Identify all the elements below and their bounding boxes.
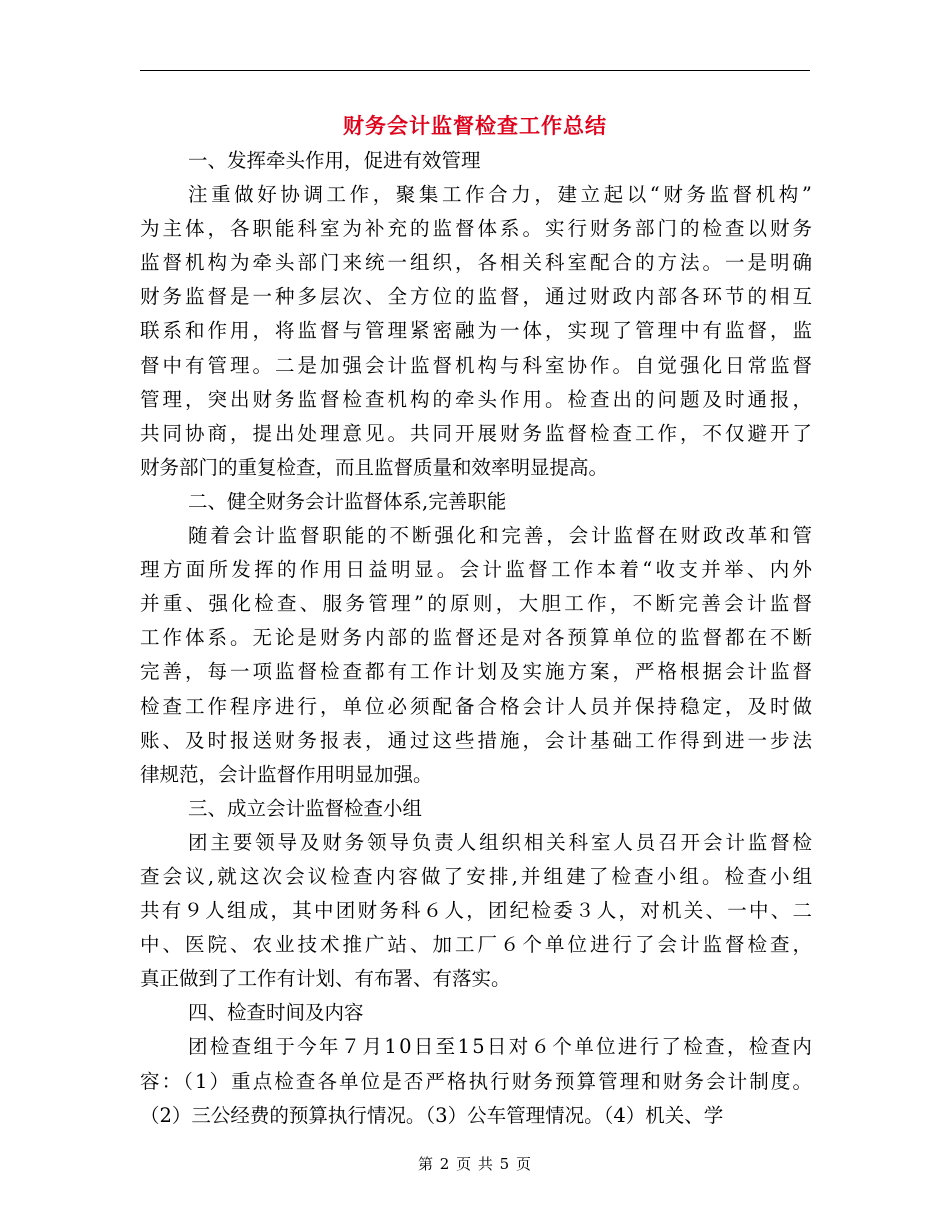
text-line: （2）三公经费的预算执行情况。（3）公车管理情况。（4）机关、学 (140, 1103, 724, 1127)
text-line: 理方面所发挥的作用日益明显。会计监督工作本着“收支并举、内外 (140, 558, 816, 582)
document-body (140, 144, 816, 1133)
text-line: 容：（1）重点检查各单位是否严格执行财务预算管理和财务会计制度。 (140, 1069, 815, 1093)
text-line: 注重做好协调工作，聚集工作合力，建立起以“财务监督机构” (188, 183, 816, 207)
header-rule (140, 70, 810, 71)
text-line: 团主要领导及财务领导负责人组织相关科室人员召开会计监督检 (188, 830, 815, 854)
text-line: 律规范，会计监督作用明显加强。 (140, 762, 433, 786)
text-line: 真正做到了工作有计划、有布署、有落实。 (140, 967, 511, 991)
text-line: 账、及时报送财务报表，通过这些措施，会计基础工作得到进一步法 (140, 728, 816, 752)
text-line: 三、成立会计监督检查小组 (188, 796, 423, 820)
text-line: 联系和作用，将监督与管理紧密融为一体，实现了管理中有监督，监 (140, 319, 816, 343)
text-line: 为主体，各职能科室为补充的监督体系。实行财务部门的检查以财务 (140, 217, 816, 241)
text-line: 共有９人组成，其中团财务科６人，团纪检委３人，对机关、一中、二 (140, 899, 815, 923)
text-line: 管理，突出财务监督检查机构的牵头作用。检查出的问题及时通报， (140, 387, 816, 411)
text-line: 随着会计监督职能的不断强化和完善，会计监督在财政改革和管 (188, 524, 815, 548)
text-line: 财务部门的重复检查，而且监督质量和效率明显提高。 (140, 455, 609, 479)
text-line: 财务监督是一种多层次、全方位的监督，通过财政内部各环节的相互 (140, 285, 816, 309)
text-line: 并重、强化检查、服务管理”的原则，大胆工作，不断完善会计监督 (140, 592, 816, 616)
text-line: 共同协商，提出处理意见。共同开展财务监督检查工作，不仅避开了 (140, 421, 816, 445)
text-line: 中、医院、农业技术推广站、加工厂６个单位进行了会计监督检查， (140, 933, 816, 957)
text-line: 工作体系。无论是财务内部的监督还是对各预算单位的监督都在不断 (140, 626, 816, 650)
text-line: 四、检查时间及内容 (188, 1001, 364, 1025)
text-line: 一、发挥牵头作用，促进有效管理 (188, 149, 481, 172)
text-line: 检查工作程序进行，单位必须配备合格会计人员并保持稳定，及时做 (140, 694, 816, 718)
text-line: 督中有管理。二是加强会计监督机构与科室协作。自觉强化日常监督 (140, 353, 816, 377)
text-line: 团检查组于今年７月10日至15日对６个单位进行了检查，检查内 (188, 1035, 815, 1059)
text-line: 二、健全财务会计监督体系,完善职能 (188, 489, 507, 513)
document-title: 财务会计监督检查工作总结 (343, 113, 607, 138)
text-line: 完善，每一项监督检查都有工作计划及实施方案，严格根据会计监督 (140, 660, 816, 684)
text-line: 监督机构为牵头部门来统一组织，各相关科室配合的方法。一是明确 (140, 251, 816, 275)
page-footer: 第 2 页 共 5 页 (418, 1155, 532, 1173)
text-line: 查会议,就这次会议检查内容做了安排,并组建了检查小组。检查小组 (140, 864, 816, 888)
